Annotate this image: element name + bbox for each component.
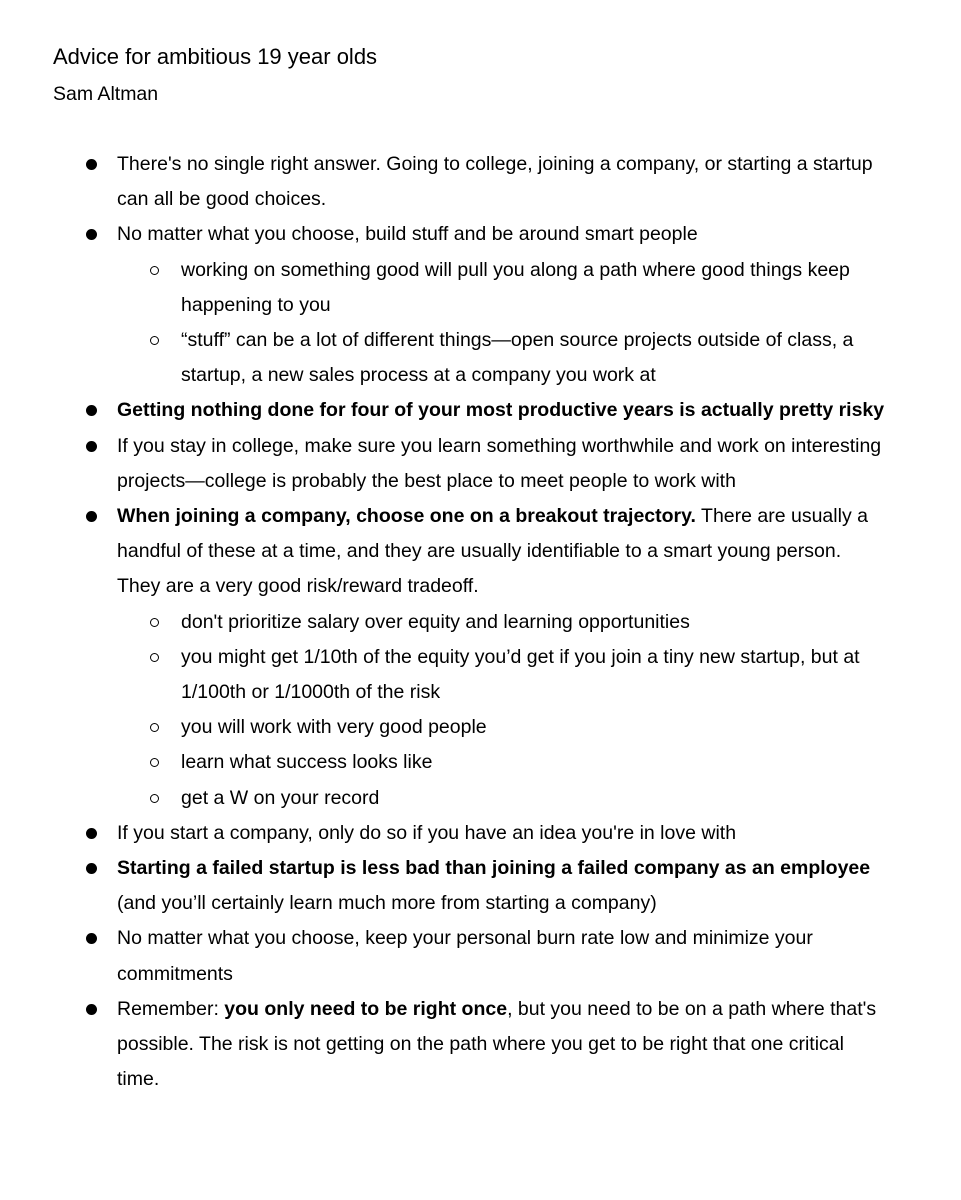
text-run: don't prioritize salary over equity and learning opportunities — [181, 610, 690, 633]
text-run: (and you’ll certainly learn much more from starting a company) — [117, 892, 657, 915]
bullet-icon — [86, 511, 97, 522]
list-item — [0, 992, 887, 1098]
hollow-bullet-icon — [150, 758, 159, 767]
list-item-text — [117, 505, 868, 597]
bold-text-run: you only need to be right once — [224, 997, 508, 1020]
bullet-icon — [86, 405, 97, 416]
text-run: get a W on your record — [181, 786, 380, 809]
advice-list — [0, 147, 961, 1097]
document-title: Advice for ambitious 19 year olds — [53, 44, 378, 69]
list-item-text — [117, 435, 881, 492]
list-item-text — [181, 787, 379, 809]
text-run: There are usually a handful of these at a time, and they are usually identifiable to a smart young person. They are a very good risk/reward tradeoff. — [117, 505, 868, 598]
bullet-icon — [86, 828, 97, 839]
bullet-icon — [86, 159, 97, 170]
hollow-bullet-icon — [150, 794, 159, 803]
list-item-text — [181, 611, 690, 633]
hollow-bullet-icon — [150, 618, 159, 627]
list-item — [0, 499, 887, 605]
list-item-text — [117, 399, 884, 421]
text-run: you will work with very good people — [181, 716, 487, 739]
text-run: you might get 1/10th of the equity you’d get if you join a tiny new startup, but at 1/100th or 1/1000th of the risk — [181, 645, 860, 704]
bold-text-run: Starting a failed startup is less bad than joining a failed company as an employee — [117, 857, 871, 880]
list-item — [0, 393, 887, 428]
bullet-icon — [86, 863, 97, 874]
list-item-text — [117, 223, 698, 245]
document-author: Sam Altman — [53, 83, 159, 105]
text-run: learn what success looks like — [181, 751, 433, 774]
list-item — [0, 816, 887, 851]
list-item-text — [117, 153, 873, 210]
hollow-bullet-icon — [150, 336, 159, 345]
bullet-icon — [86, 229, 97, 240]
bullet-icon — [86, 933, 97, 944]
list-item-text — [181, 716, 487, 738]
bold-text-run: When joining a company, choose one on a breakout trajectory. — [117, 505, 696, 528]
hollow-bullet-icon — [150, 653, 159, 662]
list-item-text — [117, 857, 870, 914]
text-run: No matter what you choose, build stuff and be around smart people — [117, 223, 698, 246]
sub-list-item — [0, 781, 871, 816]
text-run: Remember: — [117, 997, 225, 1020]
list-item-text — [181, 751, 432, 773]
list-item-text — [117, 927, 813, 984]
list-item-text — [181, 646, 860, 703]
text-run: If you start a company, only do so if you have an idea you're in love with — [117, 821, 737, 844]
list-item — [0, 921, 887, 991]
text-run: “stuff” can be a lot of different things—open source projects outside of class, a startup, a new sales process at a company you work at — [181, 329, 854, 387]
sub-list-item — [0, 605, 871, 640]
sub-list-item — [0, 640, 871, 710]
list-item — [0, 147, 887, 217]
list-item-text — [117, 998, 876, 1090]
text-run: If you stay in college, make sure you learn something worthwhile and work on interesting projects—college is probably the best place to meet people to work with — [117, 434, 882, 492]
bold-text-run: Getting nothing done for four of your most productive years is actually pretty risky — [117, 399, 885, 422]
bullet-icon — [86, 1004, 97, 1015]
sub-list-item — [0, 745, 871, 780]
text-run: , but you need to be on a path where that's possible. The risk is not getting on the path where you get to be right that one critical time. — [117, 997, 877, 1091]
text-run: There's no single right answer. Going to college, joining a company, or starting a startup can all be good choices. — [117, 153, 873, 211]
list-item — [0, 217, 887, 252]
bullet-icon — [86, 441, 97, 452]
sub-list-item — [0, 710, 871, 745]
hollow-bullet-icon — [150, 723, 159, 732]
hollow-bullet-icon — [150, 266, 159, 275]
text-run: working on something good will pull you along a path where good things keep happening to you — [181, 258, 850, 316]
sub-list-item — [0, 253, 871, 323]
list-item-text — [181, 259, 850, 316]
text-run: No matter what you choose, keep your personal burn rate low and minimize your commitments — [117, 927, 813, 985]
list-item-text — [117, 822, 736, 844]
sub-list-item — [0, 323, 871, 393]
list-item — [0, 429, 887, 499]
list-item-text — [181, 329, 853, 386]
list-item — [0, 851, 887, 921]
